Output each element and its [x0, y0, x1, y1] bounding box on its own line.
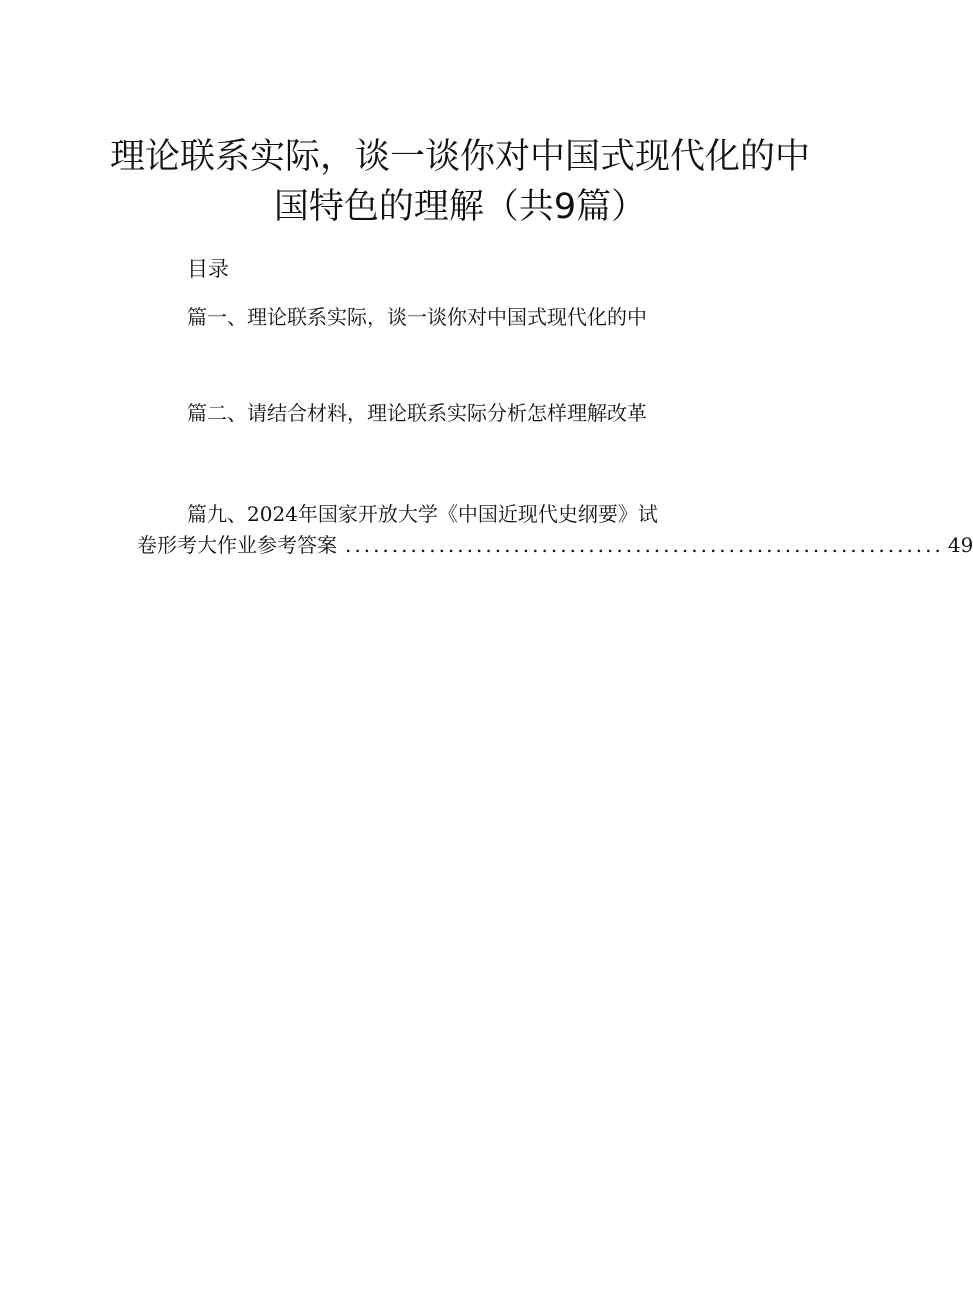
document-title [100, 132, 820, 232]
toc-entry-2[interactable]: 篇二、请结合材料，理论联系实际分析怎样理解改革 [187, 401, 647, 425]
toc-page-number: 49 [947, 533, 973, 557]
toc-heading: 目录 [187, 257, 229, 281]
title-line-2: 国特色的理解（共9篇） [273, 187, 647, 227]
title-line-1: 理论联系实际，谈一谈你对中国式现代化的中 [109, 137, 810, 177]
toc-entry-9-continuation[interactable] [137, 530, 973, 560]
toc-entry-1[interactable]: 篇一、理论联系实际，谈一谈你对中国式现代化的中 [187, 305, 647, 329]
toc-dot-leader: ................................................................ [345, 533, 944, 557]
toc-entry-9[interactable]: 篇九、2024年国家开放大学《中国近现代史纲要》试 [187, 502, 658, 526]
toc-entry-9-continuation-text: 卷形考大作业参考答案 [137, 533, 337, 557]
